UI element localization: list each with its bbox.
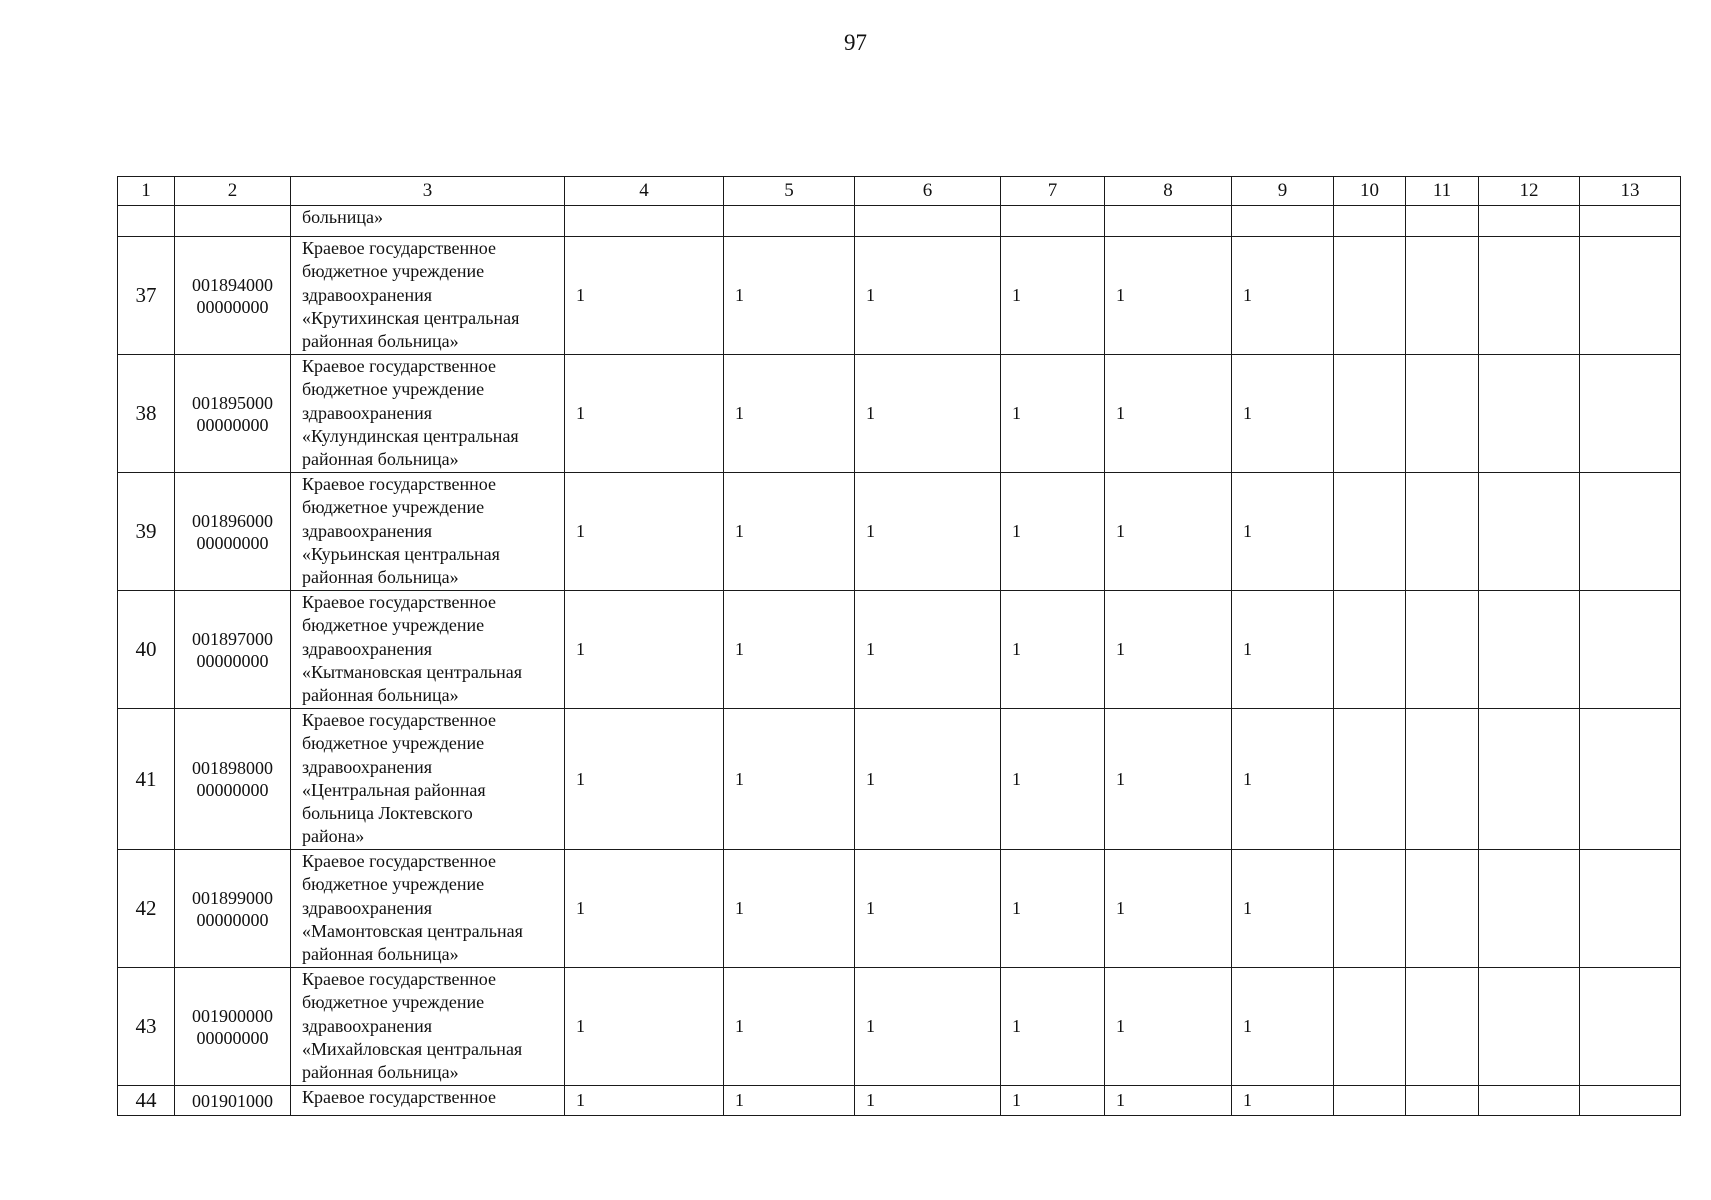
cell-col4: 1: [565, 237, 724, 355]
table-row: [118, 968, 1681, 1086]
row-name: Краевое государственное бюджетное учреждение здравоохранения «Михайловская центральная районная больница»: [291, 968, 565, 1086]
row-code: 001894000 00000000: [175, 237, 291, 355]
cell-col5: 1: [724, 355, 855, 473]
table-row: [118, 473, 1681, 591]
column-header: 12: [1479, 177, 1580, 206]
cell-col7: 1: [1001, 850, 1105, 968]
cell-col8: 1: [1105, 709, 1232, 850]
row-name: Краевое государственное бюджетное учреждение здравоохранения «Курьинская центральная районная больница»: [291, 473, 565, 591]
column-header: 10: [1334, 177, 1406, 206]
row-number: 40: [118, 591, 175, 709]
row-name: Краевое государственное бюджетное учреждение здравоохранения «Центральная районная больница Локтевского района»: [291, 709, 565, 850]
continuation-text: больница»: [291, 206, 565, 237]
cell-col4: 1: [565, 850, 724, 968]
row-code: 001901000: [175, 1086, 291, 1116]
continuation-row: [118, 206, 1681, 237]
cell-col7: 1: [1001, 237, 1105, 355]
cell-col5: 1: [724, 591, 855, 709]
cell-col9: 1: [1232, 850, 1334, 968]
row-name: Краевое государственное бюджетное учреждение здравоохранения «Кытмановская центральная районная больница»: [291, 591, 565, 709]
cell-col4: 1: [565, 473, 724, 591]
column-header: 7: [1001, 177, 1105, 206]
column-header: 5: [724, 177, 855, 206]
cell-col5: 1: [724, 1086, 855, 1116]
cell-col7: 1: [1001, 355, 1105, 473]
row-name: Краевое государственное бюджетное учреждение здравоохранения «Мамонтовская центральная районная больница»: [291, 850, 565, 968]
row-code: 001900000 00000000: [175, 968, 291, 1086]
row-code: 001898000 00000000: [175, 709, 291, 850]
row-name: Краевое государственное: [291, 1086, 565, 1116]
cell-col9: 1: [1232, 968, 1334, 1086]
column-header: 3: [291, 177, 565, 206]
row-code: 001896000 00000000: [175, 473, 291, 591]
table-row: [118, 591, 1681, 709]
cell-col8: 1: [1105, 968, 1232, 1086]
cell-col6: 1: [855, 968, 1001, 1086]
cell-col6: 1: [855, 1086, 1001, 1116]
column-header: 1: [118, 177, 175, 206]
cell-col8: 1: [1105, 355, 1232, 473]
cell-col6: 1: [855, 473, 1001, 591]
column-header: 13: [1580, 177, 1681, 206]
cell-col6: 1: [855, 850, 1001, 968]
cell-col5: 1: [724, 237, 855, 355]
table-row: [118, 709, 1681, 850]
cell-col5: 1: [724, 473, 855, 591]
page-number: 97: [844, 30, 867, 55]
cell-col7: 1: [1001, 1086, 1105, 1116]
column-header: 9: [1232, 177, 1334, 206]
column-header-row: [118, 177, 1681, 206]
cell-col7: 1: [1001, 709, 1105, 850]
cell-col4: 1: [565, 1086, 724, 1116]
cell-col8: 1: [1105, 237, 1232, 355]
row-code: 001895000 00000000: [175, 355, 291, 473]
row-number: 41: [118, 709, 175, 850]
cell-col8: 1: [1105, 591, 1232, 709]
cell-col8: 1: [1105, 1086, 1232, 1116]
row-number: 42: [118, 850, 175, 968]
cell-col6: 1: [855, 237, 1001, 355]
cell-col5: 1: [724, 709, 855, 850]
column-header: 8: [1105, 177, 1232, 206]
cell-col6: 1: [855, 709, 1001, 850]
row-number: 39: [118, 473, 175, 591]
column-header: 4: [565, 177, 724, 206]
cell-col7: 1: [1001, 591, 1105, 709]
cell-col9: 1: [1232, 591, 1334, 709]
cell-col7: 1: [1001, 968, 1105, 1086]
row-name: Краевое государственное бюджетное учреждение здравоохранения «Крутихинская центральная районная больница»: [291, 237, 565, 355]
cell-col4: 1: [565, 591, 724, 709]
row-number: 43: [118, 968, 175, 1086]
row-name: Краевое государственное бюджетное учреждение здравоохранения «Кулундинская центральная районная больница»: [291, 355, 565, 473]
cell-col8: 1: [1105, 473, 1232, 591]
table-row: [118, 355, 1681, 473]
cell-col5: 1: [724, 968, 855, 1086]
column-header: 2: [175, 177, 291, 206]
data-table: [117, 176, 1681, 1116]
row-number: 38: [118, 355, 175, 473]
table-row: [118, 850, 1681, 968]
row-code: 001899000 00000000: [175, 850, 291, 968]
row-number: 44: [118, 1086, 175, 1116]
cell-col5: 1: [724, 850, 855, 968]
cell-col9: 1: [1232, 1086, 1334, 1116]
row-number: 37: [118, 237, 175, 355]
row-code: 001897000 00000000: [175, 591, 291, 709]
cell-col8: 1: [1105, 850, 1232, 968]
cell-col6: 1: [855, 355, 1001, 473]
cell-col4: 1: [565, 355, 724, 473]
cell-col4: 1: [565, 709, 724, 850]
column-header: 11: [1406, 177, 1479, 206]
cell-col9: 1: [1232, 237, 1334, 355]
cell-col9: 1: [1232, 355, 1334, 473]
cell-col9: 1: [1232, 709, 1334, 850]
cell-col4: 1: [565, 968, 724, 1086]
cell-col9: 1: [1232, 473, 1334, 591]
column-header: 6: [855, 177, 1001, 206]
table-row: [118, 237, 1681, 355]
cell-col7: 1: [1001, 473, 1105, 591]
cell-col6: 1: [855, 591, 1001, 709]
table-row: [118, 1086, 1681, 1116]
